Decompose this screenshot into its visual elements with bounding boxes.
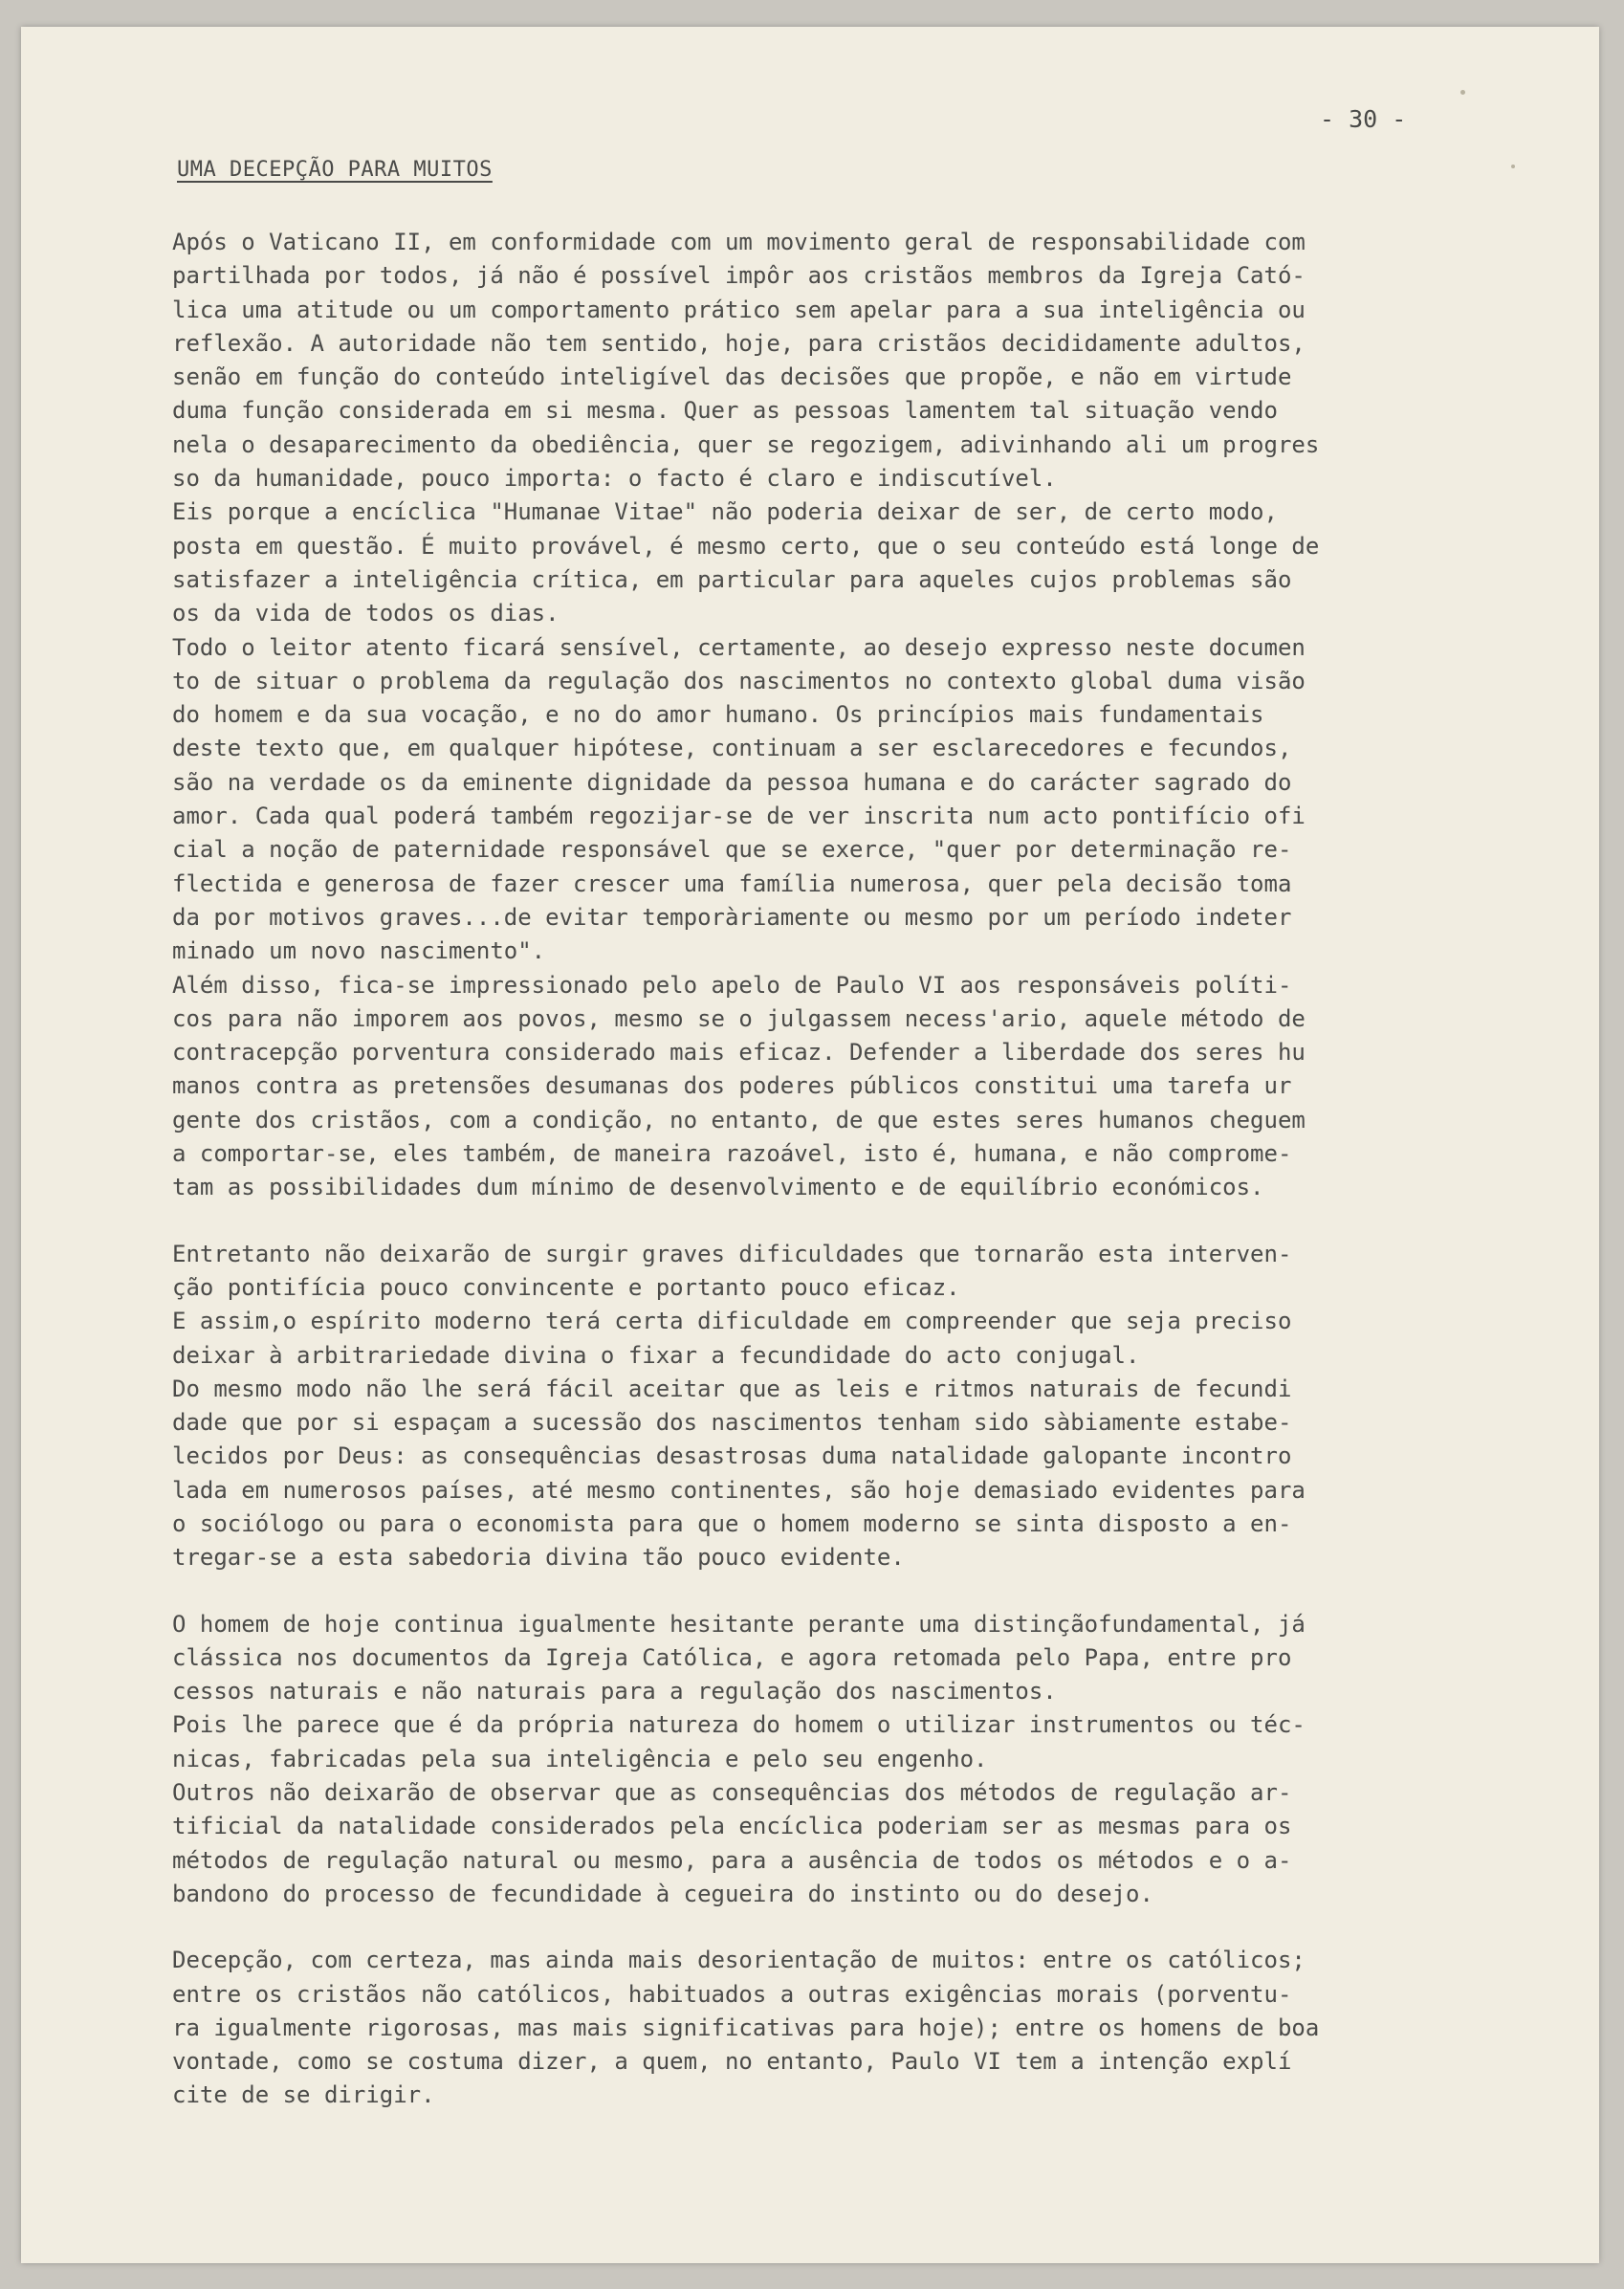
text-line: Outros não deixarão de observar que as consequências dos métodos de regulação ar- [172,1779,1292,1807]
text-line: contracepção porventura considerado mais eficaz. Defender a liberdade dos seres hu [172,1039,1306,1067]
text-line: da por motivos graves...de evitar temporàriamente ou mesmo por um período indeter [172,903,1292,931]
text-line: flectida e generosa de fazer crescer uma família numerosa, quer pela decisão toma [172,869,1292,897]
paragraph [172,1238,1435,1306]
text-line: cite de se dirigir. [172,2081,435,2109]
paragraph [172,1944,1435,2112]
text-line: Do mesmo modo não lhe será fácil aceitar que as leis e ritmos naturais de fecundi [172,1375,1292,1402]
text-line: to de situar o problema da regulação dos nascimentos no contexto global duma visão [172,667,1306,694]
text-line: posta em questão. É muito provável, é mesmo certo, que o seu conteúdo está longe de [172,532,1320,560]
text-line: tificial da natalidade considerados pela encíclica poderiam ser as mesmas para os [172,1813,1292,1840]
ink-spot [1511,165,1515,168]
text-line: duma função considerada em si mesma. Quer as pessoas lamentem tal situação vendo [172,397,1278,425]
text-line: o sociólogo ou para o economista para que o homem moderno se sinta disposto a en- [172,1509,1292,1537]
ink-spot [1460,90,1465,95]
paragraph [172,1305,1435,1373]
text-line: so da humanidade, pouco importa: o facto é claro e indiscutível. [172,465,1057,493]
text-line: Eis porque a encíclica "Humanae Vitae" não poderia deixar de ser, de certo modo, [172,498,1278,526]
text-line: clássica nos documentos da Igreja Católica, e agora retomada pelo Papa, entre pro [172,1643,1292,1671]
paragraph [172,1373,1435,1575]
page-title: UMA DECEPÇÃO PARA MUITOS [177,158,493,182]
text-line: O homem de hoje continua igualmente hesitante perante uma distinçãofundamental, já [172,1610,1306,1638]
text-line: cial a noção de paternidade responsável que se exerce, "quer por determinação re- [172,836,1292,864]
text-line: nela o desaparecimento da obediência, quer se regozigem, adivinhando ali um progres [172,430,1320,458]
text-line: tam as possibilidades dum mínimo de desenvolvimento e de equilíbrio económicos. [172,1174,1264,1201]
text-line: cessos naturais e não naturais para a regulação dos nascimentos. [172,1678,1057,1706]
paragraph [172,631,1435,969]
text-line: E assim,o espírito moderno terá certa dificuldade em compreender que seja preciso [172,1308,1292,1335]
paragraph [172,969,1435,1205]
text-line: deste texto que, em qualquer hipótese, continuam a ser esclarecedores e fecundos, [172,735,1292,762]
text-line: vontade, como se costuma dizer, a quem, no entanto, Paulo VI tem a intenção explí [172,2048,1292,2076]
document-body [172,226,1435,2113]
text-line: lecidos por Deus: as consequências desastrosas duma natalidade galopante incontro [172,1442,1292,1470]
text-line: satisfazer a inteligência crítica, em particular para aqueles cujos problemas são [172,565,1292,593]
paragraph [172,1608,1435,1709]
paragraph [172,1776,1435,1911]
text-line: são na verdade os da eminente dignidade da pessoa humana e do carácter sagrado do [172,768,1292,796]
text-line: do homem e da sua vocação, e no do amor humano. Os princípios mais fundamentais [172,701,1264,729]
text-line: Além disso, fica-se impressionado pelo apelo de Paulo VI aos responsáveis políti- [172,971,1292,999]
text-line: entre os cristãos não católicos, habituados a outras exigências morais (porventu- [172,1980,1292,2008]
paragraph [172,495,1435,630]
text-line: amor. Cada qual poderá também regozijar-se de ver inscrita num acto pontifício ofi [172,803,1306,830]
text-line: Após o Vaticano II, em conformidade com um movimento geral de responsabilidade com [172,229,1306,255]
text-line: nicas, fabricadas pela sua inteligência e pelo seu engenho. [172,1745,988,1772]
text-line: ra igualmente rigorosas, mas mais significativas para hoje); entre os homens de boa [172,2014,1320,2041]
text-line: senão em função do conteúdo inteligível das decisões que propõe, e não em virtude [172,363,1292,391]
text-line: os da vida de todos os dias. [172,600,560,627]
text-line: minado um novo nascimento". [172,937,546,965]
text-line: Decepção, com certeza, mas ainda mais desorientação de muitos: entre os católicos; [172,1947,1306,1974]
text-line: lada em numerosos países, até mesmo continentes, são hoje demasiado evidentes para [172,1476,1306,1504]
text-line: tregar-se a esta sabedoria divina tão pouco evidente. [172,1544,905,1572]
paragraph [172,1708,1435,1776]
text-line: Todo o leitor atento ficará sensível, certamente, ao desejo expresso neste documen [172,633,1306,661]
text-line: gente dos cristãos, com a condição, no entanto, de que estes seres humanos cheguem [172,1106,1306,1133]
text-line: ção pontifícia pouco convincente e portanto pouco eficaz. [172,1273,960,1301]
text-line: métodos de regulação natural ou mesmo, para a ausência de todos os métodos e o a- [172,1846,1292,1874]
text-line: cos para não imporem aos povos, mesmo se o julgassem necess'ario, aquele método de [172,1004,1306,1032]
text-line: reflexão. A autoridade não tem sentido, hoje, para cristãos decididamente adultos, [172,329,1306,357]
text-line: bandono do processo de fecundidade à cegueira do instinto ou do desejo. [172,1880,1153,1907]
text-line: manos contra as pretensões desumanas dos poderes públicos constitui uma tarefa ur [172,1072,1292,1100]
paragraph [172,226,1435,495]
text-line: lica uma atitude ou um comportamento prático sem apelar para a sua inteligência ou [172,296,1306,323]
text-line: a comportar-se, eles também, de maneira razoável, isto é, humana, e não comprome- [172,1140,1292,1168]
text-line: Pois lhe parece que é da própria natureza do homem o utilizar instrumentos ou téc- [172,1711,1306,1739]
text-line: partilhada por todos, já não é possível impôr aos cristãos membros da Igreja Cató- [172,262,1306,290]
text-line: Entretanto não deixarão de surgir graves dificuldades que tornarão esta interven- [172,1240,1292,1267]
text-line: deixar à arbitrariedade divina o fixar a fecundidade do acto conjugal. [172,1341,1140,1369]
text-line: dade que por si espaçam a sucessão dos nascimentos tenham sido sàbiamente estabe- [172,1409,1292,1437]
page-number: - 30 - [1320,105,1407,133]
